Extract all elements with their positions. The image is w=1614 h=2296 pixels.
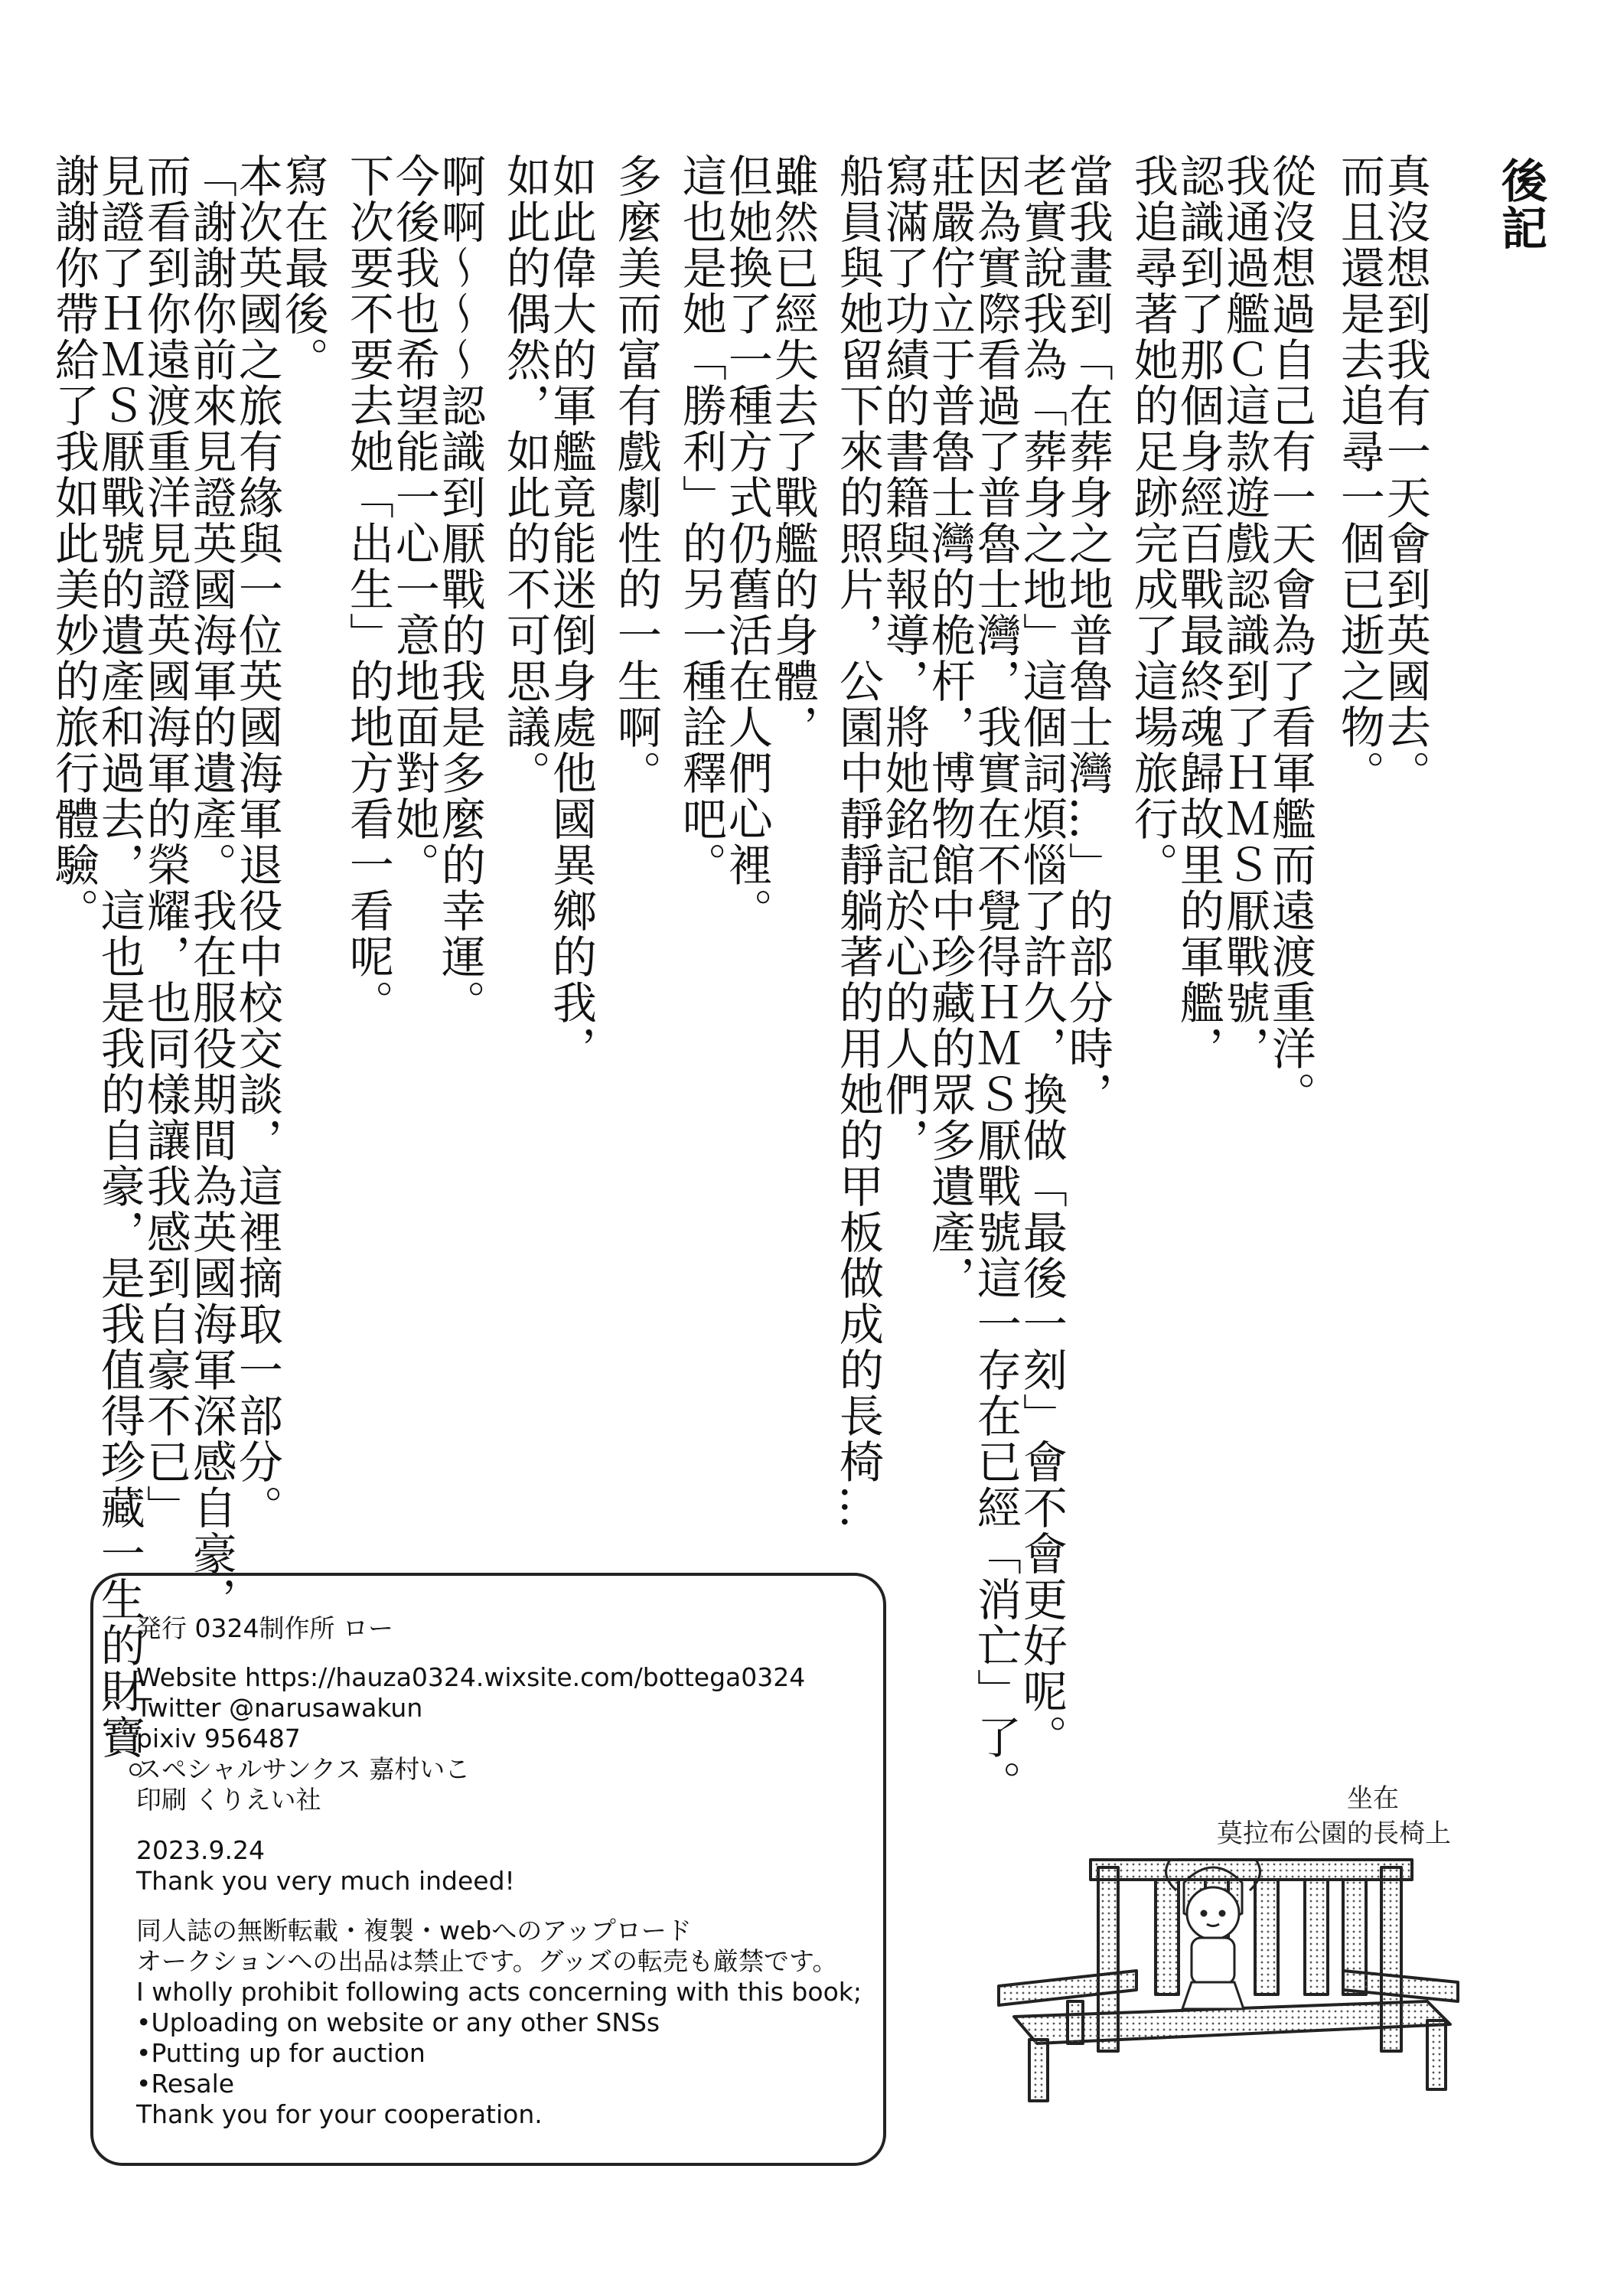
afterword-line-10: 莊嚴佇立于普魯士灣的桅杆，博物館中珍藏的眾多遺產， <box>923 153 976 1301</box>
afterword-line-1: 真沒想到我有一天會到英國去。 <box>1378 153 1431 796</box>
afterword-line-17: 如此偉大的軍艦竟能迷倒身處他國異鄉的我， <box>544 153 597 1071</box>
colophon-notice-en-2: •Uploading on website or any other SNSs <box>136 2007 660 2037</box>
afterword-title: 後記 <box>1494 157 1547 252</box>
afterword-line-11: 寫滿了功績的書籍與報導，將她銘記於心的人們， <box>877 153 930 1163</box>
afterword-line-8: 老實說我為「葬身之地」這個詞煩惱了許久，換做「最後一刻」會不會更好呢。 <box>1015 153 1068 1760</box>
colophon-notice-en-1: I wholly prohibit following acts concerning with this book; <box>136 1977 862 2007</box>
colophon-pixiv: pixiv 956487 <box>136 1724 301 1753</box>
bench-with-chibi-illustration <box>983 1837 1473 2112</box>
colophon-notice-en-5: Thank you for your cooperation. <box>136 2099 543 2129</box>
afterword-line-14: 但她換了一種方式仍舊活在人們心裡。 <box>720 153 773 934</box>
afterword-line-2: 而且還是去追尋一個已逝之物。 <box>1332 153 1385 796</box>
afterword-line-6: 我追尋著她的足跡完成了這場旅行。 <box>1126 153 1179 888</box>
colophon-date: 2023.9.24 <box>136 1835 265 1865</box>
afterword-line-9: 因為實際看過了普魯士灣，我實在不覺得ＨＭＳ厭戰號這一存在已經「消亡」了。 <box>969 153 1022 1806</box>
afterword-line-20: 今後我也希望能一心一意地面對她。 <box>387 153 440 888</box>
afterword-line-27: 謝謝你帶給了我如此美妙的旅行體驗。 <box>47 153 99 934</box>
afterword-line-25: 而看到你遠渡重洋見證英國海軍的榮耀，也同樣讓我感到自豪不已」 <box>139 153 191 1531</box>
afterword-line-26: 見證了ＨＭＳ厭戰號的遺產和過去，這也是我的自豪，是我值得珍藏一生的財寶。 <box>93 153 145 1806</box>
colophon-notice-jp-2: オークションへの出品は禁止です。グッズの転売も厳禁です。 <box>136 1946 838 1976</box>
colophon-notice-en-3: •Putting up for auction <box>136 2038 426 2068</box>
afterword-line-7: 當我畫到「在葬身之地普魯士灣…」的部分時， <box>1061 153 1113 1117</box>
afterword-line-16: 多麼美而富有戲劇性的一生啊。 <box>609 153 662 796</box>
colophon-thank-you: Thank you very much indeed! <box>136 1866 515 1896</box>
afterword-line-23: 本次英國之旅有緣與一位英國海軍退役中校交談，這裡摘取一部分。 <box>230 153 283 1531</box>
afterword-line-4: 我通過艦Ｃ這款遊戲認識到了ＨＭＳ厭戰號， <box>1218 153 1270 1071</box>
colophon-website: Website https://hauza0324.wixsite.com/bottega0324 <box>136 1662 806 1692</box>
afterword-line-21: 下次要不要去她「出生」的地方看一看呢。 <box>341 153 394 1026</box>
colophon-notice-en-4: •Resale <box>136 2069 235 2099</box>
afterword-line-15: 這也是她「勝利」的另一種詮釋吧。 <box>674 153 727 888</box>
colophon-twitter: Twitter @narusawakun <box>136 1693 423 1723</box>
afterword-line-13: 雖然已經失去了戰艦的身體， <box>766 153 819 750</box>
colophon-notice-jp-1: 同人誌の無断転載・複製・webへのアップロード <box>136 1916 692 1945</box>
afterword-line-24: 「謝謝你前來見證英國海軍的遺產。我在服役期間為英國海軍深感自豪， <box>184 153 237 1623</box>
afterword-line-3: 從沒想過自己有一天會為了看軍艦而遠渡重洋。 <box>1263 153 1316 1117</box>
afterword-line-5: 認識到了那個身經百戰最終魂歸故里的軍艦， <box>1172 153 1224 1071</box>
colophon-printer: 印刷 くりえい社 <box>136 1785 321 1815</box>
colophon-special-thanks: スペシャルサンクス 嘉村いこ <box>136 1754 471 1784</box>
illustration-caption-2: 莫拉布公園的長椅上 <box>1217 1818 1451 1849</box>
afterword-line-19: 啊啊〜〜〜認識到厭戰的我是多麼的幸運。 <box>433 153 486 1026</box>
bench-top-rail <box>1091 1860 1412 1880</box>
afterword-line-22: 寫在最後。 <box>276 153 329 383</box>
afterword-line-12: 船員與她留下來的照片，公園中靜靜躺著的用她的甲板做成的長椅… <box>831 153 884 1531</box>
illustration-caption-1: 坐在 <box>1347 1783 1399 1814</box>
bench-right-armrest <box>1343 1971 1458 2001</box>
colophon-publisher: 発行 0324制作所 ロー <box>136 1613 393 1643</box>
afterword-line-18: 如此的偶然，如此的不可思議。 <box>498 153 551 796</box>
